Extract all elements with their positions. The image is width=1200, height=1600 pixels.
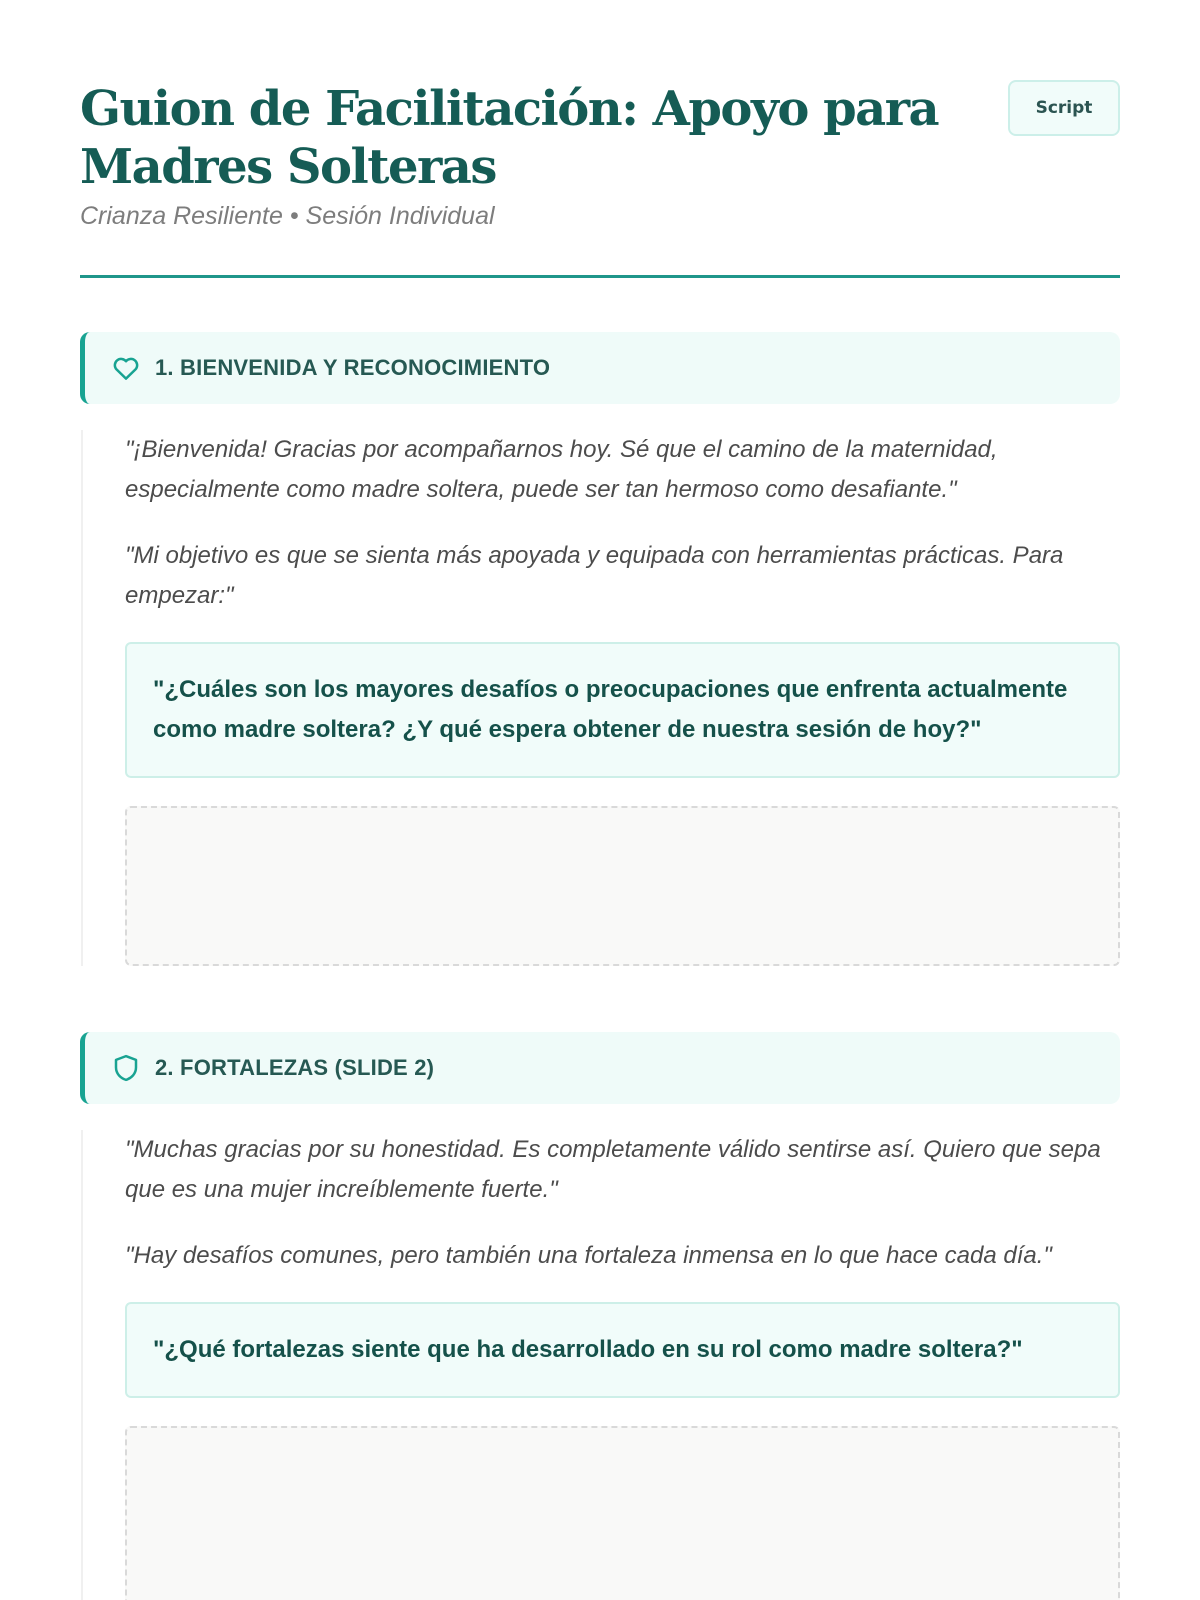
script-line: "Hay desafíos comunes, pero también una fortaleza inmensa en lo que hace cada día." xyxy=(125,1242,1052,1269)
section-strengths xyxy=(80,1032,1120,1600)
section-title: 2. FORTALEZAS (SLIDE 2) xyxy=(155,1055,435,1080)
document-header xyxy=(80,80,1120,278)
section-body xyxy=(81,1130,1120,1600)
notes-area[interactable] xyxy=(125,1426,1120,1600)
page-subtitle: Crianza Resiliente • Sesión Individual xyxy=(80,202,495,230)
section-body xyxy=(81,430,1120,966)
section-title: 1. BIENVENIDA Y RECONOCIMIENTO xyxy=(155,355,551,380)
script-line: "Muchas gracias por su honestidad. Es completamente válido sentirse así. Quiero que sepa que es una mujer increíblemente fuerte." xyxy=(125,1136,1101,1203)
question-box: "¿Qué fortalezas siente que ha desarrollado en su rol como madre soltera?" xyxy=(125,1302,1120,1398)
section-welcome xyxy=(80,332,1120,966)
script-badge: Script xyxy=(1008,80,1120,136)
script-line: "Mi objetivo es que se sienta más apoyada y equipada con herramientas prácticas. Para empezar:" xyxy=(125,542,1064,609)
shield-icon xyxy=(109,1051,143,1085)
notes-area[interactable] xyxy=(125,806,1120,966)
question-box: "¿Cuáles son los mayores desafíos o preocupaciones que enfrenta actualmente como madre soltera? ¿Y qué espera obtener de nuestra sesión de hoy?" xyxy=(125,642,1120,778)
script-line: "¡Bienvenida! Gracias por acompañarnos hoy. Sé que el camino de la maternidad, especialmente como madre soltera, puede ser tan hermoso como desafiante." xyxy=(125,436,998,503)
heart-icon xyxy=(109,351,143,385)
page-title: Guion de Facilitación: Apoyo para Madres Solteras xyxy=(80,81,939,195)
section-header xyxy=(80,1032,1120,1104)
section-header xyxy=(80,332,1120,404)
